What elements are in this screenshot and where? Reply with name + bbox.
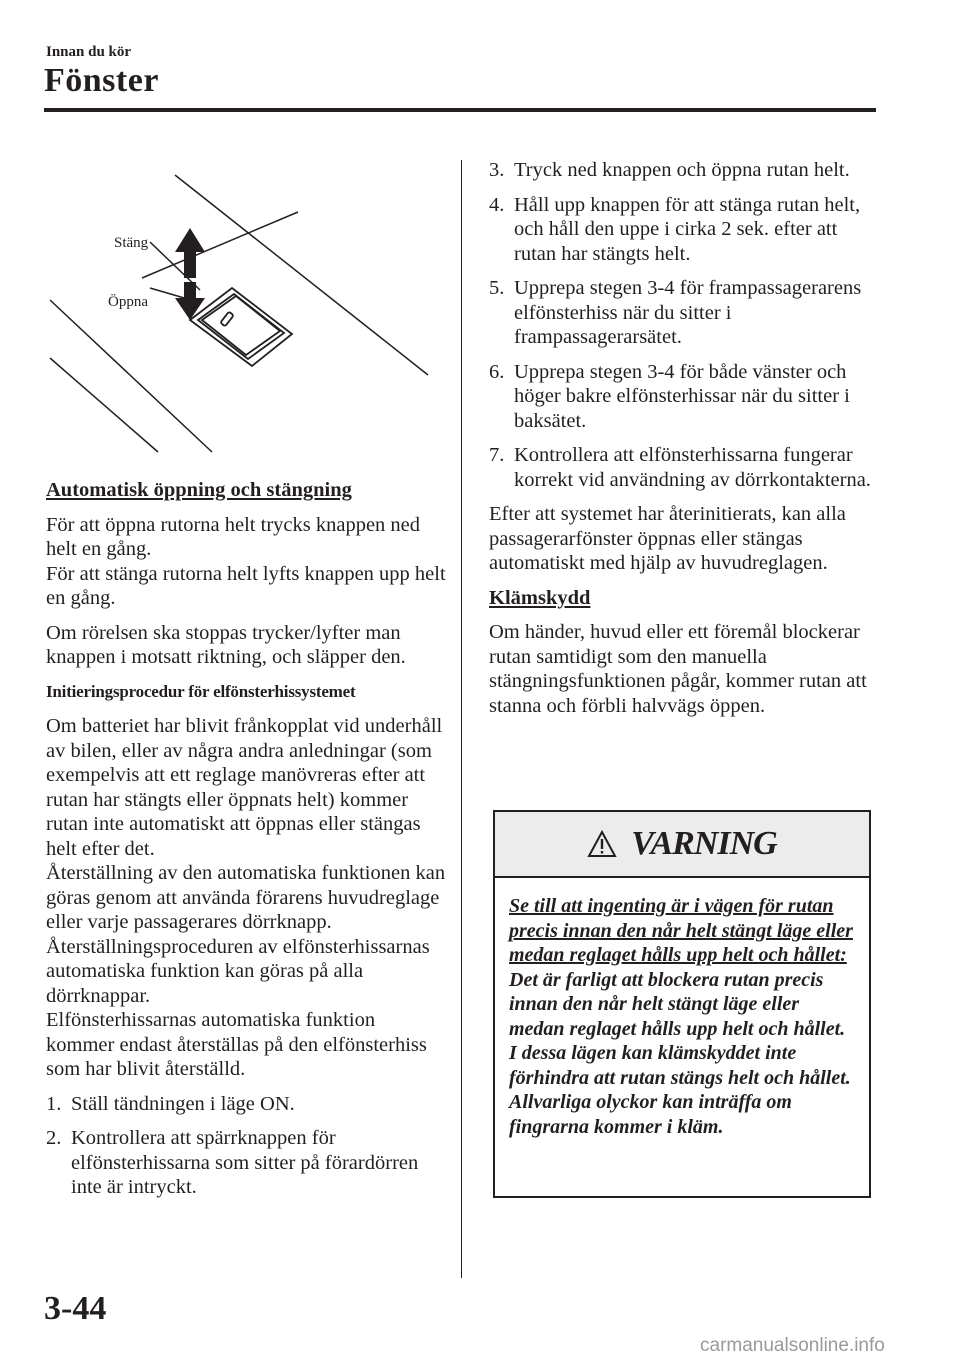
- paragraph-init-3: Återställningsproceduren av elfönsterhissarnas automatiska funktion kan göras på alla dörrknappar.: [46, 935, 430, 1007]
- list-item: 2. Kontrollera att spärrknappen för elfönsterhissarna som sitter på förardörren inte är intryckt.: [46, 1127, 419, 1198]
- watermark: carmanualsonline.info: [700, 1335, 885, 1356]
- warning-underlined-text: Se till att ingenting är i vägen för rutan precis innan den når helt stängt läge eller medan reglaget hålls upp helt och hållet:: [509, 895, 853, 966]
- paragraph-after-init: Efter att systemet har återinitierats, kan alla passagerarfönster öppnas eller stängas automatiskt med hjälp av huvudreglagen.: [489, 503, 846, 574]
- warning-body: [495, 878, 869, 1139]
- heading-auto-open-close: Automatisk öppning och stängning: [46, 479, 352, 501]
- paragraph-stop: Om rörelsen ska stoppas trycker/lyfter man knappen i motsatt riktning, och släpper den.: [46, 621, 406, 668]
- warning-box: [493, 810, 871, 1198]
- steps-list-right: [489, 158, 881, 492]
- label-close: Stäng: [114, 235, 149, 251]
- heading-pinch-protection: Klämskydd: [489, 586, 591, 609]
- list-item: 7. Kontrollera att elfönsterhissarna fungerar korrekt vid användning av dörrkontakterna.: [489, 444, 871, 491]
- list-item: 6. Upprepa stegen 3-4 för både vänster och höger bakre elfönsterhissar när du sitter i baksätet.: [489, 360, 850, 432]
- page-title: Fönster: [44, 62, 159, 99]
- label-open: Öppna: [108, 294, 148, 310]
- paragraph-close: För att stänga rutorna helt lyfts knappen upp helt en gång.: [46, 562, 446, 609]
- paragraph-open: För att öppna rutorna helt trycks knappen ned helt en gång.: [46, 513, 421, 560]
- steps-list-left: [46, 1092, 446, 1200]
- list-item: 1. Ställ tändningen i läge ON.: [46, 1092, 295, 1115]
- column-divider: [461, 160, 462, 1278]
- paragraph-init-2: Återställning av den automatiska funktionen kan göras genom att använda förarens huvudreglage eller varje passagerares dörrknapp.: [46, 862, 446, 933]
- page-number: 3-44: [44, 1290, 107, 1327]
- section-label: Innan du kör: [46, 44, 132, 60]
- left-column: [46, 478, 446, 1210]
- warning-text-1: Det är farligt att blockera rutan precis innan den når helt stängt läge eller medan reglaget hålls upp helt och hållet.: [509, 968, 846, 1040]
- subheading-init: Initieringsprocedur för elfönsterhissystemet: [46, 681, 356, 701]
- header-rule: [44, 108, 876, 112]
- warning-triangle-icon: [587, 830, 617, 858]
- warning-header: [495, 812, 869, 878]
- paragraph-init-4: Elfönsterhissarnas automatiska funktion kommer endast återställas på den elfönsterhiss som har blivit återställd.: [46, 1009, 427, 1080]
- paragraph-pinch: Om händer, huvud eller ett föremål blockerar rutan samtidigt som den manuella stängningsfunktionen pågår, kommer rutan att stanna och förbli halvvägs öppen.: [489, 621, 867, 717]
- list-item: 5. Upprepa stegen 3-4 för frampassagerarens elfönsterhiss när du sitter i frampassagerarsätet.: [489, 277, 862, 348]
- paragraph-init-1: Om batteriet har blivit frånkopplat vid underhåll av bilen, eller av några andra anledningar (som exempelvis att ett reglage manövreras efter att rutan har stängts eller öppnats helt) kommer rutan inte automatiskt att öppnas eller stängas helt efter det.: [46, 715, 443, 860]
- window-switch-illustration: [40, 160, 440, 460]
- list-item: 3. Tryck ned knappen och öppna rutan helt.: [489, 159, 850, 181]
- right-column: [489, 158, 881, 728]
- warning-title: VARNING: [631, 825, 777, 862]
- list-item: 4. Håll upp knappen för att stänga rutan helt, och håll den uppe i cirka 2 sek. efter att rutan har stängts helt.: [489, 193, 861, 265]
- warning-text-2: I dessa lägen kan klämskyddet inte förhindra att rutan stängs helt och hållet. Allvarliga olyckor kan inträffa om fingrarna kommer i kläm.: [509, 1042, 851, 1138]
